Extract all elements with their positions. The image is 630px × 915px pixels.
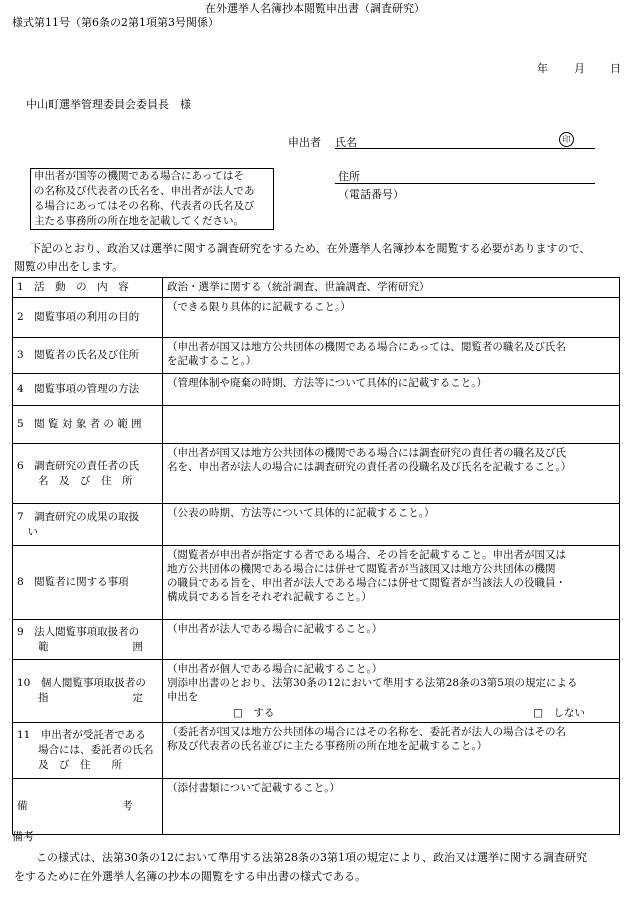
instruction-line: る場合にあってはその名称、代表者の氏名及び bbox=[34, 200, 255, 212]
row-content[interactable]: （できる限り具体的に記載すること。） bbox=[163, 298, 620, 338]
checkbox-do[interactable]: □ する bbox=[233, 707, 275, 719]
row-content[interactable]: （申出者が法人である場合に記載すること。） bbox=[163, 620, 620, 660]
row-content[interactable]: 政治・選挙に関する（統計調査、世論調査、学術研究） bbox=[163, 278, 620, 298]
instruction-line: 主たる事務所の所在地を記載してください。 bbox=[34, 215, 244, 227]
row-label: 8 閲覧者に関する事項 bbox=[13, 546, 163, 620]
row-label: 1 活 動 の 内 容 bbox=[13, 278, 163, 298]
row-content[interactable]: （添付書類について記載すること。） bbox=[163, 779, 620, 835]
row-label: 9 法人閲覧事項取扱者の 範 囲 bbox=[13, 620, 163, 660]
row-label: 11 申出者が受託者である 場合には、委託者の氏名 及 び 住 所 bbox=[13, 723, 163, 779]
row-content[interactable]: （委託者が国又は地方公共団体の場合にはその名称を、委託者が法人の場合はその名 称及び代表者の氏名並びに主たる事務所の所在地を記載すること。） bbox=[163, 723, 620, 779]
addressee: 中山町選挙管理委員会委員長 様 bbox=[26, 98, 191, 111]
footer-text: この様式は、法第30条の12において準用する法第28条の3第1項の規定により、政治又は選挙に関する調査研究 bbox=[36, 851, 587, 864]
applicant-label: 申出者 bbox=[288, 136, 321, 149]
row-label: 6 調査研究の責任者の氏 名 及 び 住 所 bbox=[13, 444, 163, 504]
name-field[interactable] bbox=[335, 148, 595, 149]
instruction-line: 申出者が国等の機関である場合にあってはそ bbox=[34, 170, 244, 182]
footer-title: 備考 bbox=[12, 830, 34, 843]
date-month-label: 月 bbox=[574, 62, 585, 75]
form-number: 様式第11号（第6条の2第1項第3号関係） bbox=[12, 16, 219, 29]
date-day-label: 日 bbox=[610, 62, 621, 75]
intro-text: 閲覧の申出をします。 bbox=[14, 260, 124, 273]
instruction-line: の名称及び代表者の氏名を、申出者が法人であ bbox=[34, 185, 255, 197]
seal-mark: 印 bbox=[559, 132, 574, 147]
row-label: 備 考 bbox=[13, 779, 163, 835]
row-content[interactable]: （申出者が国又は地方公共団体の機関である場合にあっては、閲覧者の職名及び氏名 を記載すること。） bbox=[163, 338, 620, 374]
row-content[interactable]: （管理体制や廃棄の時期、方法等について具体的に記載すること。） bbox=[163, 374, 620, 406]
document-title: 在外選挙人名簿抄本閲覧申出書（調査研究） bbox=[205, 2, 425, 15]
row-label: 4 閲覧事項の管理の方法 bbox=[13, 374, 163, 406]
instruction-box bbox=[30, 168, 274, 230]
phone-label: （電話番号） bbox=[338, 188, 404, 201]
address-label: 住所 bbox=[338, 170, 360, 183]
row-content[interactable]: （公表の時期、方法等について具体的に記載すること。） bbox=[163, 504, 620, 546]
row-label: 5 閲 覧 対 象 者 の 範 囲 bbox=[13, 406, 163, 444]
row-label: 2 閲覧事項の利用の目的 bbox=[13, 298, 163, 338]
intro-text: 下記のとおり、政治又は選挙に関する調査研究をするため、在外選挙人名簿抄本を閲覧する必要がありますので、 bbox=[30, 242, 591, 255]
row-label: 3 閲覧者の氏名及び住所 bbox=[13, 338, 163, 374]
application-table bbox=[12, 277, 620, 835]
row-content[interactable]: （閲覧者が申出者が指定する者である場合、その旨を記載すること。申出者が国又は 地方公共団体の機関である場合には併せて閲覧者が当該国又は地方公共団体の機関 の職員である旨を、申出者が法人である場合には併せて閲覧者が当該法人の役職員・ 構成員である旨をそれぞれ記載すること。） bbox=[163, 546, 620, 620]
row-content[interactable]: （申出者が国又は地方公共団体の機関である場合には調査研究の責任者の職名及び氏 名を、申出者が法人の場合には調査研究の責任者の役職名及び氏名を記載すること。） bbox=[163, 444, 620, 504]
address-field[interactable] bbox=[335, 183, 595, 184]
row-content: （申出者が個人である場合に記載すること。） 別添申出書のとおり、法第30条の12において準用する法第28条の3第5項の規定による 申出を □ する □ しない bbox=[163, 660, 620, 723]
row-content[interactable] bbox=[163, 406, 620, 444]
name-label: 氏名 bbox=[335, 136, 357, 149]
date-year-label: 年 bbox=[537, 62, 548, 75]
row-label: 7 調査研究の成果の取扱 い bbox=[13, 504, 163, 546]
checkbox-do-not[interactable]: □ しない bbox=[533, 707, 585, 719]
footer-text: をするために在外選挙人名簿の抄本の閲覧をする申出書の様式である。 bbox=[14, 870, 366, 883]
row-label: 10 個人閲覧事項取扱者の 指 定 bbox=[13, 660, 163, 723]
